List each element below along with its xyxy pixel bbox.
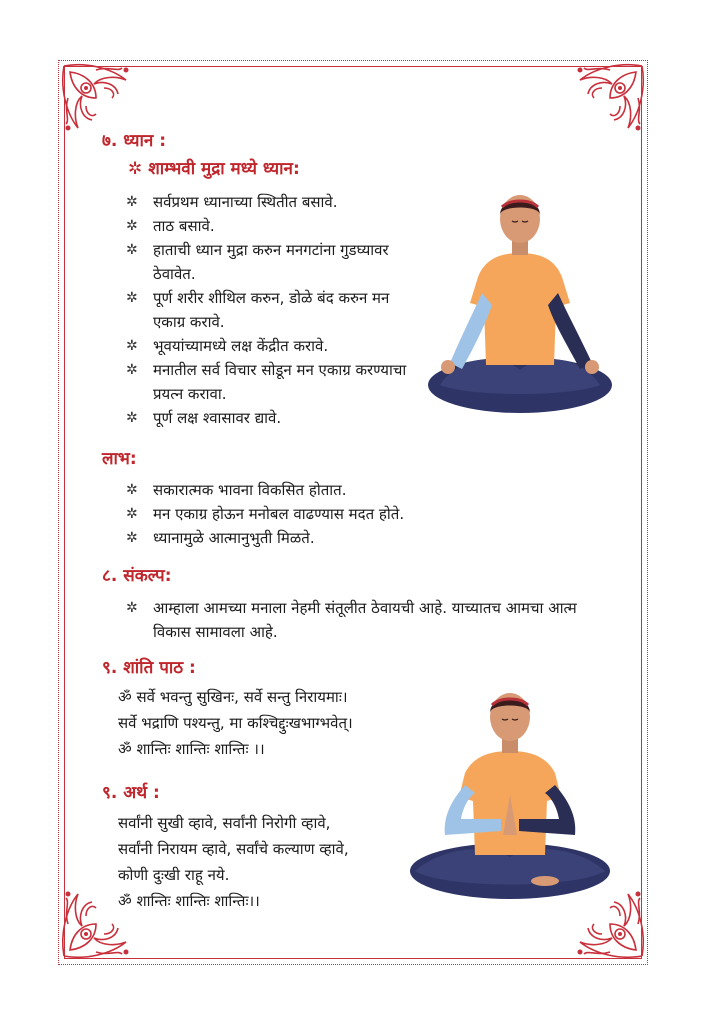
star-bullet-icon: ✲ — [126, 338, 138, 354]
list-item: ✲ ताठ बसावे. — [126, 214, 414, 238]
mantra-line: ॐ सर्वे भवन्तु सुखिनः, सर्वे सन्तु निरायमाः। — [118, 688, 348, 706]
star-bullet-icon: ✲ — [126, 410, 138, 426]
meditation-figure-top — [420, 185, 620, 417]
shanti-heading: ९. शांति पाठ : — [102, 658, 196, 678]
star-bullet-icon: ✲ — [126, 600, 138, 616]
star-icon: ✲ — [128, 159, 143, 179]
list-item: ✲ भूवयांच्यामध्ये लक्ष केंद्रीत करावे. — [126, 334, 414, 358]
star-bullet-icon: ✲ — [126, 530, 138, 546]
arth-text — [118, 810, 349, 914]
sankalp-list — [126, 596, 616, 644]
list-item: ✲ मन एकाग्र होऊन मनोबल वाढण्यास मदत होते. — [126, 502, 486, 526]
shanti-mantra — [118, 684, 353, 762]
star-bullet-icon: ✲ — [126, 290, 138, 306]
dhyan-heading: ७. ध्यान : — [102, 131, 167, 151]
dhyan-subheading — [128, 156, 300, 179]
arth-heading: ९. अर्थ : — [102, 783, 160, 803]
arth-line: ॐ शान्तिः शान्तिः शान्तिः।। — [118, 892, 260, 910]
list-item: ✲ पूर्ण शरीर शीथिल करुन, डोळे बंद करुन मन एकाग्र करावे. — [126, 286, 414, 334]
sankalp-heading: ८. संकल्प: — [102, 566, 172, 586]
list-item: ✲ ध्यानामुळे आत्मानुभुती मिळते. — [126, 526, 486, 550]
list-item: ✲ आम्हाला आमच्या मनाला नेहमी संतूलीत ठेवायची आहे. याच्यातच आमचा आत्म विकास सामावला आहे. — [126, 596, 616, 644]
star-bullet-icon: ✲ — [126, 242, 138, 258]
star-bullet-icon: ✲ — [126, 506, 138, 522]
mantra-line: ॐ शान्तिः शान्तिः शान्तिः ।। — [118, 740, 265, 758]
dhyan-steps-list — [126, 190, 414, 430]
star-bullet-icon: ✲ — [126, 482, 138, 498]
meditation-figure-bottom — [405, 685, 615, 903]
star-bullet-icon: ✲ — [126, 218, 138, 234]
dhyan-subheading-text: शाम्भवी मुद्रा मध्ये ध्यान: — [148, 159, 300, 179]
labh-list — [126, 478, 486, 550]
arth-line: कोणी दुःखी राहू नये. — [118, 866, 230, 884]
mantra-line: सर्वे भद्राणि पश्यन्तु, मा कश्चिद्दुःखभाग्भवेत्। — [118, 714, 353, 732]
list-item: ✲ सर्वप्रथम ध्यानाच्या स्थितीत बसावे. — [126, 190, 414, 214]
star-bullet-icon: ✲ — [126, 194, 138, 210]
list-item: ✲ पूर्ण लक्ष श्वासावर द्यावे. — [126, 406, 414, 430]
list-item: ✲ हाताची ध्यान मुद्रा करुन मनगटांना गुडघ्यावर ठेवावेत. — [126, 238, 414, 286]
list-item: ✲ सकारात्मक भावना विकसित होतात. — [126, 478, 486, 502]
arth-line: सर्वांनी सुखी व्हावे, सर्वांनी निरोगी व्हावे, — [118, 814, 331, 832]
labh-heading: लाभ: — [102, 449, 137, 469]
corner-ornament-top-right — [555, 58, 650, 153]
star-bullet-icon: ✲ — [126, 362, 138, 378]
list-item: ✲ मनातील सर्व विचार सोडून मन एकाग्र करण्याचा प्रयत्न करावा. — [126, 358, 414, 406]
arth-line: सर्वांनी निरायम व्हावे, सर्वांचे कल्याण व्हावे, — [118, 840, 349, 858]
